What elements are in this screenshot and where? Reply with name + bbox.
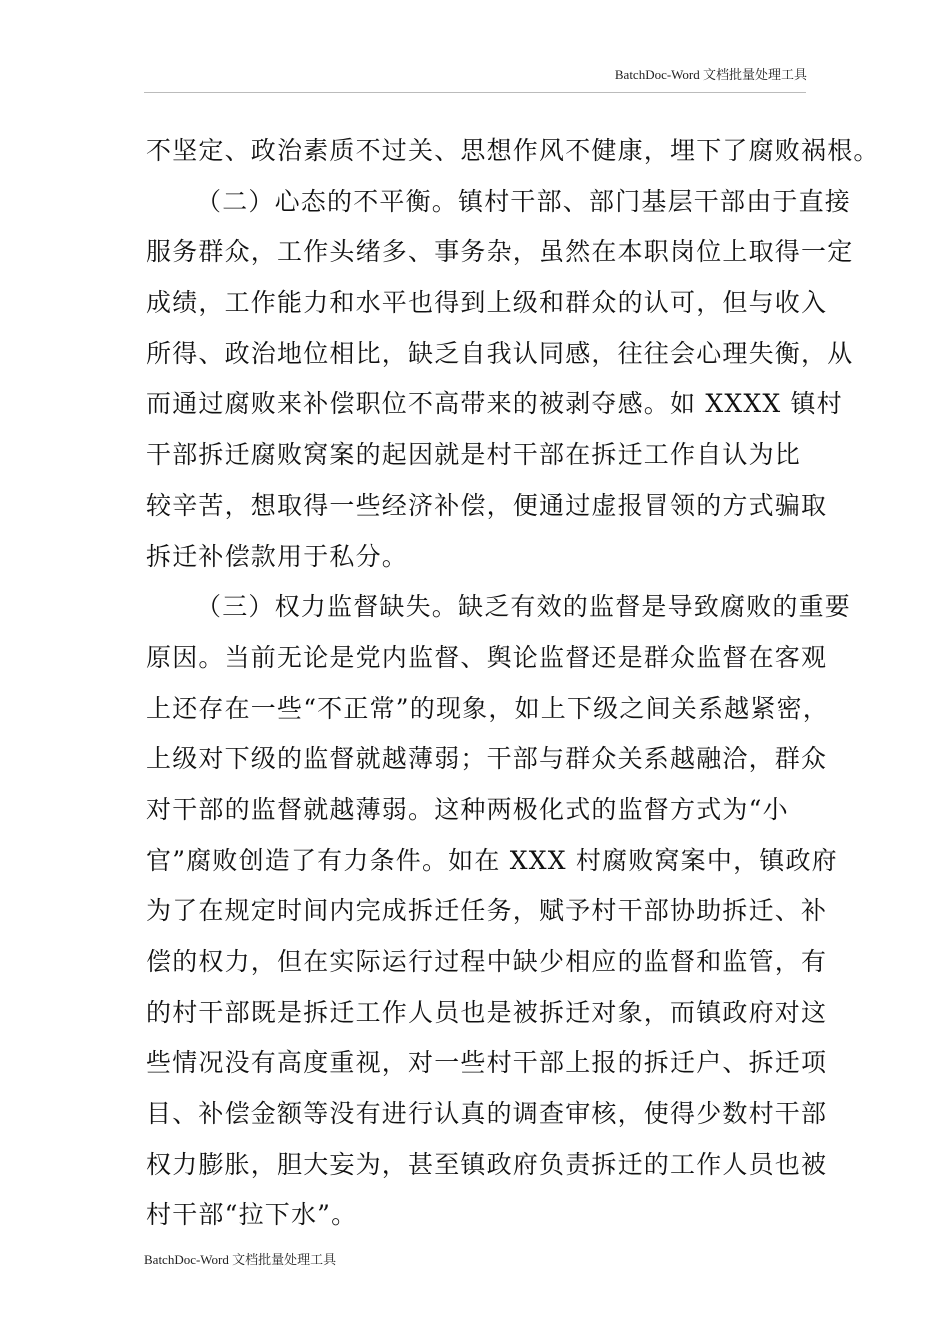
body-line: 村干部“拉下水”。 xyxy=(146,1200,358,1230)
body-line: 拆迁补偿款用于私分。 xyxy=(146,541,409,571)
body-line: 而通过腐败来补偿职位不高带来的被剥夺感。如 XXXX 镇村 xyxy=(146,389,843,419)
body-line: 目、补偿金额等没有进行认真的调查审核，使得少数村干部 xyxy=(146,1099,828,1129)
body-line: 干部拆迁腐败窝案的起因就是村干部在拆迁工作自认为比 xyxy=(146,440,802,470)
body-line: 些情况没有高度重视，对一些村干部上报的拆迁户、拆迁项 xyxy=(146,1048,828,1078)
section-heading-line: （二）心态的不平衡。镇村干部、部门基层干部由于直接 xyxy=(196,186,852,216)
body-line: 上还存在一些“不正常”的现象，如上下级之间关系越紧密， xyxy=(146,693,829,723)
page-header: BatchDoc-Word 文档批量处理工具 xyxy=(614,67,807,82)
body-line: 所得、政治地位相比，缺乏自我认同感，往往会心理失衡，从 xyxy=(146,338,854,368)
body-line: 官”腐败创造了有力条件。如在 XXX 村腐败窝案中，镇政府 xyxy=(146,845,838,875)
body-line: 原因。当前无论是党内监督、舆论监督还是群众监督在客观 xyxy=(146,642,828,672)
body-line: 较辛苦，想取得一些经济补偿，便通过虚报冒领的方式骗取 xyxy=(146,490,828,520)
body-line: 为了在规定时间内完成拆迁任务，赋予村干部协助拆迁、补 xyxy=(146,896,828,926)
body-line: 的村干部既是拆迁工作人员也是被拆迁对象，而镇政府对这 xyxy=(146,997,828,1027)
body-line: 对干部的监督就越薄弱。这种两极化式的监督方式为“小 xyxy=(146,794,789,824)
header-divider xyxy=(144,92,806,93)
page-footer: BatchDoc-Word 文档批量处理工具 xyxy=(144,1252,337,1267)
body-line: 偿的权力，但在实际运行过程中缺少相应的监督和监管，有 xyxy=(146,947,828,976)
body-line: 权力膨胀，胆大妄为，甚至镇政府负责拆迁的工作人员也被 xyxy=(146,1149,828,1179)
body-line: 不坚定、政治素质不过关、思想作风不健康，埋下了腐败祸根。 xyxy=(146,136,880,165)
document-body xyxy=(146,126,880,1241)
body-line: 上级对下级的监督就越薄弱；干部与群众关系越融洽，群众 xyxy=(146,744,828,774)
section-heading-line: （三）权力监督缺失。缺乏有效的监督是导致腐败的重要 xyxy=(196,592,852,622)
body-line: 服务群众，工作头绪多、事务杂，虽然在本职岗位上取得一定 xyxy=(146,237,854,267)
body-line: 成绩，工作能力和水平也得到上级和群众的认可，但与收入 xyxy=(146,288,828,318)
